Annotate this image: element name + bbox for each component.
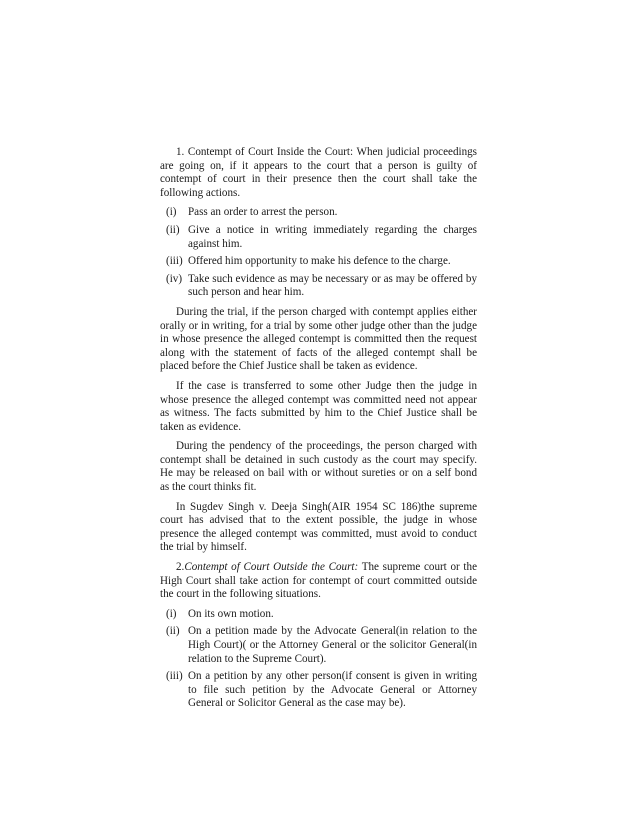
paragraph-sugdev: In Sugdev Singh v. Deeja Singh(AIR 1954 SC 186)the supreme court has advised that to the extent possible, the judge in whose presence the alleged contempt was committed, must avoid to conduct the trial by himself. bbox=[160, 500, 477, 554]
list-item bbox=[166, 273, 477, 300]
list-item bbox=[166, 255, 477, 269]
section2-intro-text: The supreme court or the High Court shall take action for contempt of court committed outside the court in the following situations. bbox=[160, 561, 477, 601]
document-page bbox=[160, 146, 477, 717]
list-item bbox=[166, 224, 477, 251]
list-item-text: Offered him opportunity to make his defence to the charge. bbox=[188, 255, 451, 268]
section1-list bbox=[160, 206, 477, 300]
paragraph-pendency: During the pendency of the proceedings, the person charged with contempt shall be detained in such custody as the court may specify. He may be released on bail with or without sureties or on a self bond as the court thinks fit. bbox=[160, 440, 477, 494]
list-item-number: (ii) bbox=[166, 625, 180, 638]
list-item-text: Take such evidence as may be necessary or as may be offered by such person and hear him. bbox=[188, 272, 477, 299]
list-item-number: (i) bbox=[166, 206, 177, 219]
list-item-text: On a petition by any other person(if consent is given in writing to file such petition by the Advocate General or Attorney General or Solicitor General as the case may be). bbox=[188, 670, 477, 710]
list-item-text: On a petition made by the Advocate General(in relation to the High Court)( or the Attorney General or the solicitor General(in relation to the Supreme Court). bbox=[188, 625, 477, 665]
section2-intro bbox=[160, 561, 477, 602]
list-item-text: Give a notice in writing immediately regarding the charges against him. bbox=[188, 223, 477, 250]
section1-intro bbox=[160, 146, 477, 200]
list-item-number: (iii) bbox=[166, 255, 183, 268]
paragraph-transfer: If the case is transferred to some other Judge then the judge in whose presence the alleged contempt was committed need not appear as witness. The facts submitted by him to the Chief Justice shall be taken as evidence. bbox=[160, 379, 477, 433]
section2-heading: Contempt of Court Outside the Court: bbox=[184, 561, 359, 574]
list-item-number: (ii) bbox=[166, 223, 180, 236]
list-item bbox=[166, 206, 477, 220]
list-item-text: On its own motion. bbox=[188, 607, 274, 620]
section1-intro-text: Contempt of Court Inside the Court: When judicial proceedings are going on, if it appears to the court that a person is guilty of contempt of court in their presence then the court shall take the following actions. bbox=[160, 146, 477, 199]
paragraph-trial: During the trial, if the person charged with contempt applies either orally or in writing, for a trial by some other judge other than the judge in whose presence the alleged contempt is committed then the request along with the statement of facts of the alleged contempt shall be placed before the Chief Justice shall be taken as evidence. bbox=[160, 305, 477, 373]
section1-number: 1. bbox=[176, 146, 185, 158]
list-item-number: (iv) bbox=[166, 272, 183, 285]
list-item bbox=[166, 608, 477, 622]
list-item-number: (i) bbox=[166, 607, 177, 620]
section2-number: 2. bbox=[176, 561, 185, 574]
section2-list bbox=[160, 608, 477, 711]
list-item-text: Pass an order to arrest the person. bbox=[188, 206, 338, 219]
list-item-number: (iii) bbox=[166, 670, 183, 683]
list-item bbox=[166, 625, 477, 666]
list-item bbox=[166, 670, 477, 711]
